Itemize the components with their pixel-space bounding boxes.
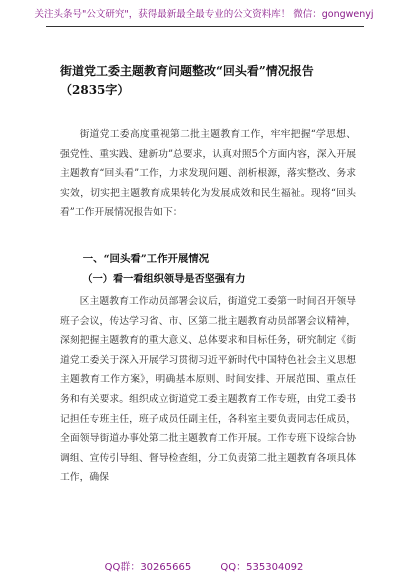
section-heading: 一、“回头看”工作开展情况	[82, 253, 210, 265]
header-banner: 关注头条号"公文研究"，获得最新最全最专业的公文资料库！ 微信：gongwenyj	[34, 9, 374, 20]
header-divider	[46, 26, 364, 27]
footer-qq: QQ：535304092	[220, 562, 304, 573]
footer-contact	[0, 558, 408, 573]
footer-qq-group: QQ群：30265665	[104, 562, 192, 573]
subsection-heading: （一）看一看组织领导是否坚强有力	[82, 273, 246, 285]
intro-paragraph: 街道党工委高度重视第二批主题教育工作，牢牢把握“学思想、强党性、重实践、建新功”总要求，认真对照5个方面内容，深入开展主题教育“回头看”工作，力求发现问题、剖析根源，落实整改、务求实效，切实把主题教育成果转化为发展成效和民生福祉。现将“回头看”工作开展情况报告如下：	[60, 129, 356, 219]
body-paragraph: 区主题教育工作动员部署会议后，街道党工委第一时间召开领导班子会议，传达学习省、市、区第二批主题教育动员部署会议精神，深刻把握主题教育的重大意义、总体要求和目标任务，研究制定《街道党工委关于深入开展学习贯彻习近平新时代中国特色社会主义思想主题教育工作方案》，明确基本原则、时间安排、开展范围、重点任务和有关要求。组织成立街道党工委主题教育工作专班，由党工委书记担任专班主任，班子成员任副主任，各科室主要负责同志任成员，全面领导街道办事处第二批主题教育工作开展。工作专班下设综合协调组、宣传引导组、督导检查组，分工负责第二批主题教育各项具体工作，确保	[60, 296, 356, 484]
document-title: 街道党工委主题教育问题整改“回头看”情况报告（2835字）	[60, 64, 314, 97]
